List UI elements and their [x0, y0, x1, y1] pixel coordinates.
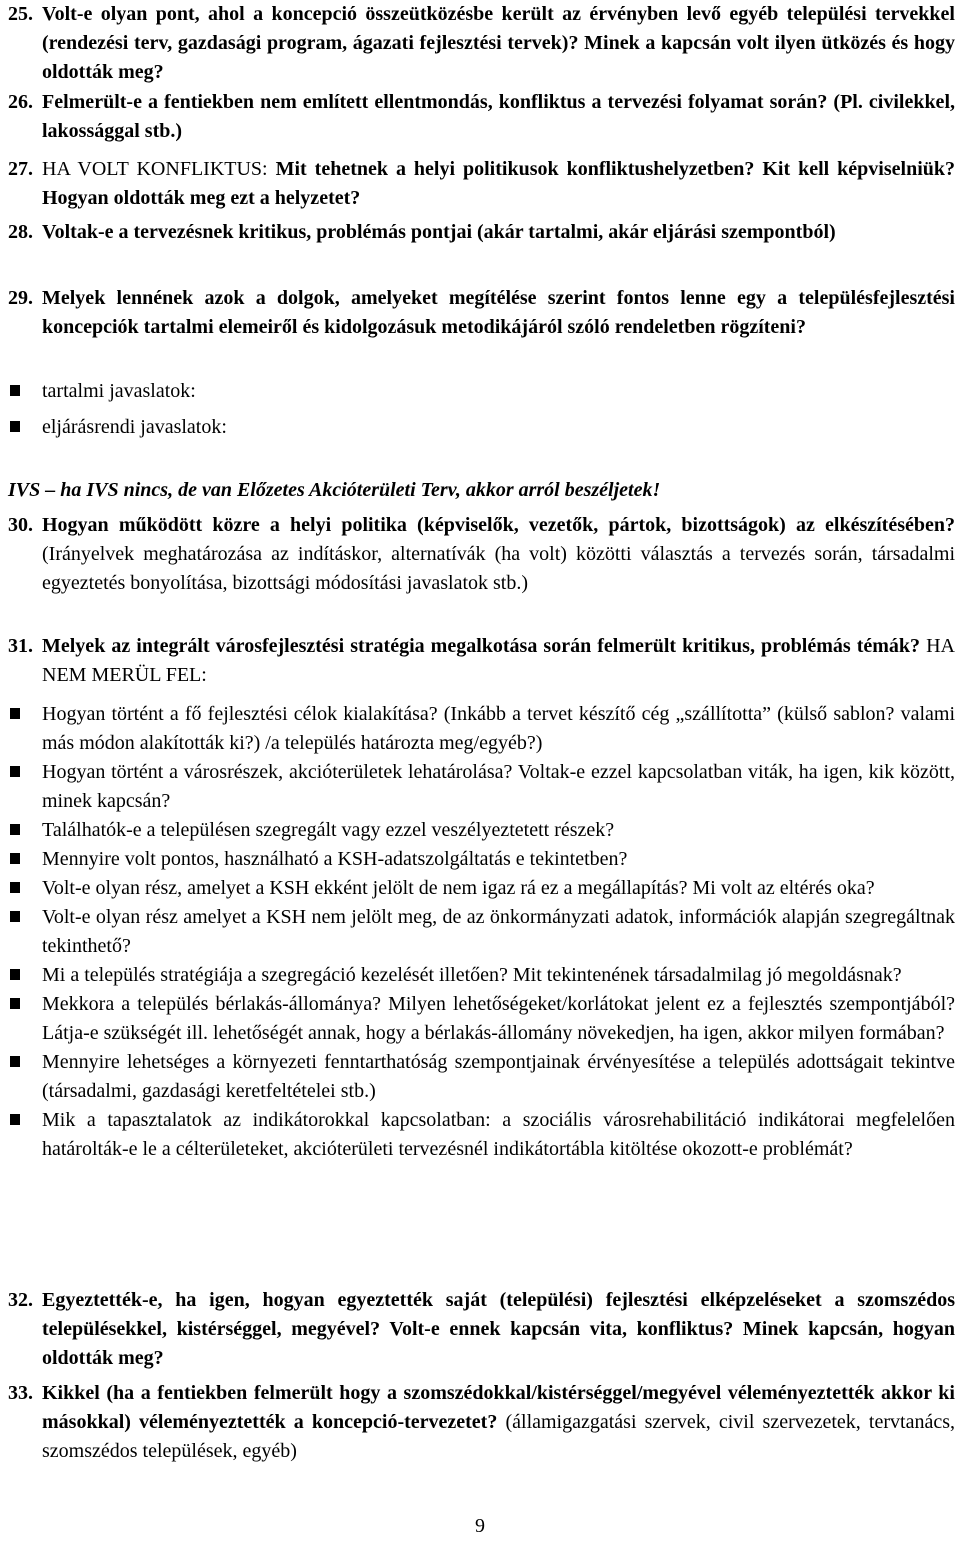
bullet-square-icon: [10, 969, 20, 980]
bullet-square-icon: [10, 882, 20, 893]
list-item: Hogyan történt a fő fejlesztési célok kialakítása? (Inkább a tervet készítő cég „szállította” (külső sablon? valami más módon alakították ki?) /a település határozta meg/egyéb?): [8, 700, 955, 758]
question-text: [42, 1379, 955, 1466]
question-32: [8, 1286, 955, 1373]
bullet-square-icon: [10, 853, 20, 864]
question-text: Egyeztették-e, ha igen, hogyan egyeztették saját (települési) fejlesztési elképzeléseket a szomszédos településekkel, kistérséggel, megyével? Volt-e ennek kapcsán vita, konfliktus? Minek kapcsán, hogyan oldották meg?: [42, 1289, 955, 1369]
question-note: (Irányelvek meghatározása az indításkor, alternatívák (ha volt) közötti választás a tervezés során, társadalmi egyeztetés bonyolítása, bizottsági módosítási javaslatok stb.): [42, 543, 955, 594]
q31-bullet-list: [8, 700, 955, 1164]
question-number: 30.: [8, 514, 33, 536]
question-body: Kikkel (ha a fentiekben felmerült hogy a szomszédokkal/kistérséggel/megyével véleményeztették akkor ki másokkal) véleményeztették a koncepció-tervezetet?: [42, 1382, 955, 1433]
list-item: eljárásrendi javaslatok:: [8, 413, 955, 442]
q29-bullet-list: [8, 377, 955, 442]
question-30: [8, 511, 955, 598]
question-31: [8, 632, 955, 690]
question-number: 29.: [8, 287, 33, 309]
question-body: Mit tehetnek a helyi politikusok konfliktushelyzetben? Kit kell képviselniük? Hogyan oldották meg ezt a helyzetet?: [42, 158, 955, 209]
question-28: [8, 218, 955, 247]
question-number: 31.: [8, 635, 33, 657]
question-body: Hogyan működött közre a helyi politika (képviselők, vezetők, pártok, bizottságok) az elkészítésében?: [42, 514, 955, 536]
question-33: [8, 1379, 955, 1466]
question-text: Felmerült-e a fentiekben nem említett ellentmondás, konfliktus a tervezési folyamat során? (Pl. civilekkel, lakossággal stb.): [42, 91, 955, 142]
question-number: 25.: [8, 3, 33, 25]
bullet-square-icon: [10, 911, 20, 922]
question-number: 28.: [8, 221, 33, 243]
question-text: [42, 155, 955, 213]
question-29: [8, 284, 955, 342]
bullet-square-icon: [10, 385, 20, 396]
bullet-square-icon: [10, 824, 20, 835]
list-item: Volt-e olyan rész, amelyet a KSH ekként jelölt de nem igaz rá ez a megállapítás? Mi volt az eltérés oka?: [8, 874, 955, 903]
bullet-square-icon: [10, 766, 20, 777]
question-text: Voltak-e a tervezésnek kritikus, problémás pontjai (akár tartalmi, akár eljárási szempontból): [42, 221, 836, 243]
question-body: Melyek az integrált városfejlesztési stratégia megalkotása során felmerült kritikus, problémás témák?: [42, 635, 921, 657]
question-text: [42, 632, 955, 690]
page-number: 9: [475, 1515, 485, 1537]
question-27: [8, 155, 955, 213]
ivs-note: IVS – ha IVS nincs, de van Előzetes Akcióterületi Terv, akkor arról beszéljetek!: [8, 479, 661, 501]
list-item: Mennyire volt pontos, használható a KSH-adatszolgáltatás e tekintetben?: [8, 845, 955, 874]
bullet-square-icon: [10, 708, 20, 719]
question-25: [8, 0, 955, 87]
question-number: 33.: [8, 1382, 33, 1404]
list-item: Mi a település stratégiája a szegregáció kezelését illetően? Mit tekintenének társadalmilag jó megoldásnak?: [8, 961, 955, 990]
conditional-prefix: HA VOLT KONFLIKTUS:: [42, 158, 268, 180]
bullet-square-icon: [10, 998, 20, 1009]
question-number: 27.: [8, 158, 33, 180]
question-26: [8, 88, 955, 146]
bullet-square-icon: [10, 421, 20, 432]
list-item: Hogyan történt a városrészek, akcióterületek lehatárolása? Voltak-e ezzel kapcsolatban viták, ha igen, kik között, minek kapcsán?: [8, 758, 955, 816]
question-text: Volt-e olyan pont, ahol a koncepció összeütközésbe került az érvényben levő egyéb települési tervekkel (rendezési terv, gazdasági program, ágazati fejlesztési tervek)? Minek a kapcsán volt ilyen ütközés és hogy oldották meg?: [42, 3, 955, 83]
question-number: 26.: [8, 91, 33, 113]
list-item: Mekkora a település bérlakás-állománya? Milyen lehetőségeket/korlátokat jelent ez a fejlesztés szempontjából? Látja-e szükségét ill. lehetőségét annak, hogy a bérlakás-állomány növekedjen, ha igen, akkor milyen formában?: [8, 990, 955, 1048]
bullet-square-icon: [10, 1056, 20, 1067]
bullet-square-icon: [10, 1114, 20, 1125]
list-item: Volt-e olyan rész amelyet a KSH nem jelölt meg, de az önkormányzati adatok, információk alapján szegregáltnak tekinthető?: [8, 903, 955, 961]
list-item: Találhatók-e a településen szegregált vagy ezzel veszélyeztetett részek?: [8, 816, 955, 845]
list-item: Mennyire lehetséges a környezeti fenntarthatóság szempontjainak érvényesítése a település adottságait tekintve (társadalmi, gazdasági keretfeltételei stb.): [8, 1048, 955, 1106]
question-text: [42, 511, 955, 598]
question-note: (államigazgatási szervek, civil szervezetek, tervtanács, szomszédos települések, egyéb): [42, 1411, 955, 1462]
question-text: Melyek lennének azok a dolgok, amelyeket megítélése szerint fontos lenne egy a településfejlesztési koncepciók tartalmi elemeiről és kidolgozásuk metodikájáról szóló rendeletben rögzíteni?: [42, 287, 955, 338]
question-number: 32.: [8, 1289, 33, 1311]
conditional-note: HA NEM MERÜL FEL:: [42, 635, 955, 686]
list-item: tartalmi javaslatok:: [8, 377, 955, 406]
list-item: Mik a tapasztalatok az indikátorokkal kapcsolatban: a szociális városrehabilitáció indikátorai megfelelően határolták-e le a célterületeket, akcióterületi tervezésnél indikátortábla kitöltése okozott-e problémát?: [8, 1106, 955, 1164]
